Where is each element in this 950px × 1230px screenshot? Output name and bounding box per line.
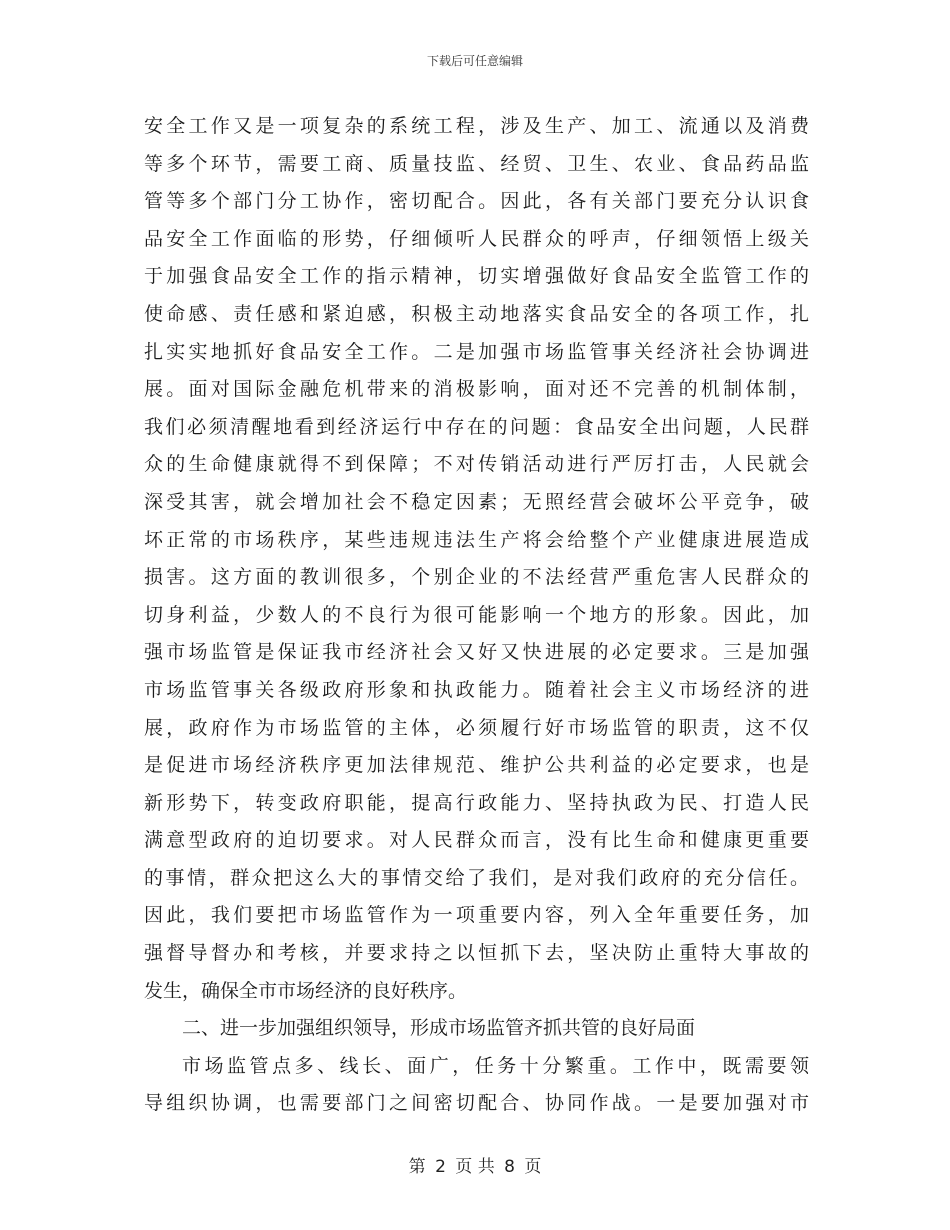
body-line: 的事情，群众把这么大的事情交给了我们，是对我们政府的充分信任。 [144, 866, 809, 889]
body-line: 等多个环节，需要工商、质量技监、经贸、卫生、农业、食品药品监 [144, 152, 809, 175]
page-number-footer [0, 1152, 950, 1177]
body-line: 坏正常的市场秩序，某些违规违法生产将会给整个产业健康进展造成 [144, 528, 809, 551]
body-line: 强督导督办和考核，并要求持之以恒抓下去，坚决防止重特大事故的 [144, 942, 809, 965]
footer-prefix: 第 [408, 1157, 426, 1177]
body-line: 满意型政府的迫切要求。对人民群众而言，没有比生命和健康更重要 [144, 829, 809, 852]
body-line: 使命感、责任感和紧迫感，积极主动地落实食品安全的各项工作，扎 [144, 302, 809, 325]
body-line: 展。面对国际金融危机带来的消极影响，面对还不完善的机制体制， [144, 378, 809, 401]
body-line: 发生，确保全市市场经济的良好秩序。 [144, 979, 468, 1002]
current-page-number: 2 [435, 1157, 446, 1177]
section-heading: 二、进一步加强组织领导，形成市场监管齐抓共管的良好局面 [182, 1017, 696, 1040]
footer-suffix: 页 [524, 1157, 542, 1177]
body-line: 管等多个部门分工协作，密切配合。因此，各有关部门要充分认识食 [144, 190, 809, 213]
body-line: 众的生命健康就得不到保障；不对传销活动进行严厉打击，人民就会 [144, 453, 809, 476]
body-line: 新形势下，转变政府职能，提高行政能力、坚持执政为民、打造人民 [144, 791, 809, 814]
body-line: 是促进市场经济秩序更加法律规范、维护公共利益的必定要求，也是 [144, 754, 809, 777]
body-line: 损害。这方面的教训很多，个别企业的不法经营严重危害人民群众的 [144, 566, 809, 589]
body-line: 强市场监管是保证我市经济社会又好又快进展的必定要求。三是加强 [144, 641, 809, 664]
total-page-count: 8 [504, 1157, 515, 1177]
body-line: 展，政府作为市场监管的主体，必须履行好市场监管的职责，这不仅 [144, 716, 809, 739]
page-header-note: 下载后可任意编辑 [426, 54, 523, 68]
body-line: 于加强食品安全工作的指示精神，切实增强做好食品安全监管工作的 [144, 265, 809, 288]
body-line: 市场监管事关各级政府形象和执政能力。随着社会主义市场经济的进 [144, 678, 809, 701]
document-body [144, 108, 809, 1123]
body-line: 扎实实地抓好食品安全工作。二是加强市场监管事关经济社会协调进 [144, 340, 809, 363]
body-line: 市场监管点多、线长、面广，任务十分繁重。工作中，既需要领 [182, 1054, 809, 1077]
body-line: 品安全工作面临的形势，仔细倾听人民群众的呼声，仔细领悟上级关 [144, 227, 809, 250]
body-line: 我们必须清醒地看到经济运行中存在的问题：食品安全出问题，人民群 [144, 415, 809, 438]
body-line: 导组织协调，也需要部门之间密切配合、协同作战。一是要加强对市 [144, 1092, 809, 1115]
body-line: 切身利益，少数人的不良行为很可能影响一个地方的形象。因此，加 [144, 603, 809, 626]
body-line: 安全工作又是一项复杂的系统工程，涉及生产、加工、流通以及消费 [144, 115, 809, 137]
footer-middle: 页 共 [455, 1157, 495, 1177]
body-line: 因此，我们要把市场监管作为一项重要内容，列入全年重要任务，加 [144, 904, 809, 927]
body-line: 深受其害，就会增加社会不稳定因素；无照经营会破坏公平竞争，破 [144, 490, 809, 513]
